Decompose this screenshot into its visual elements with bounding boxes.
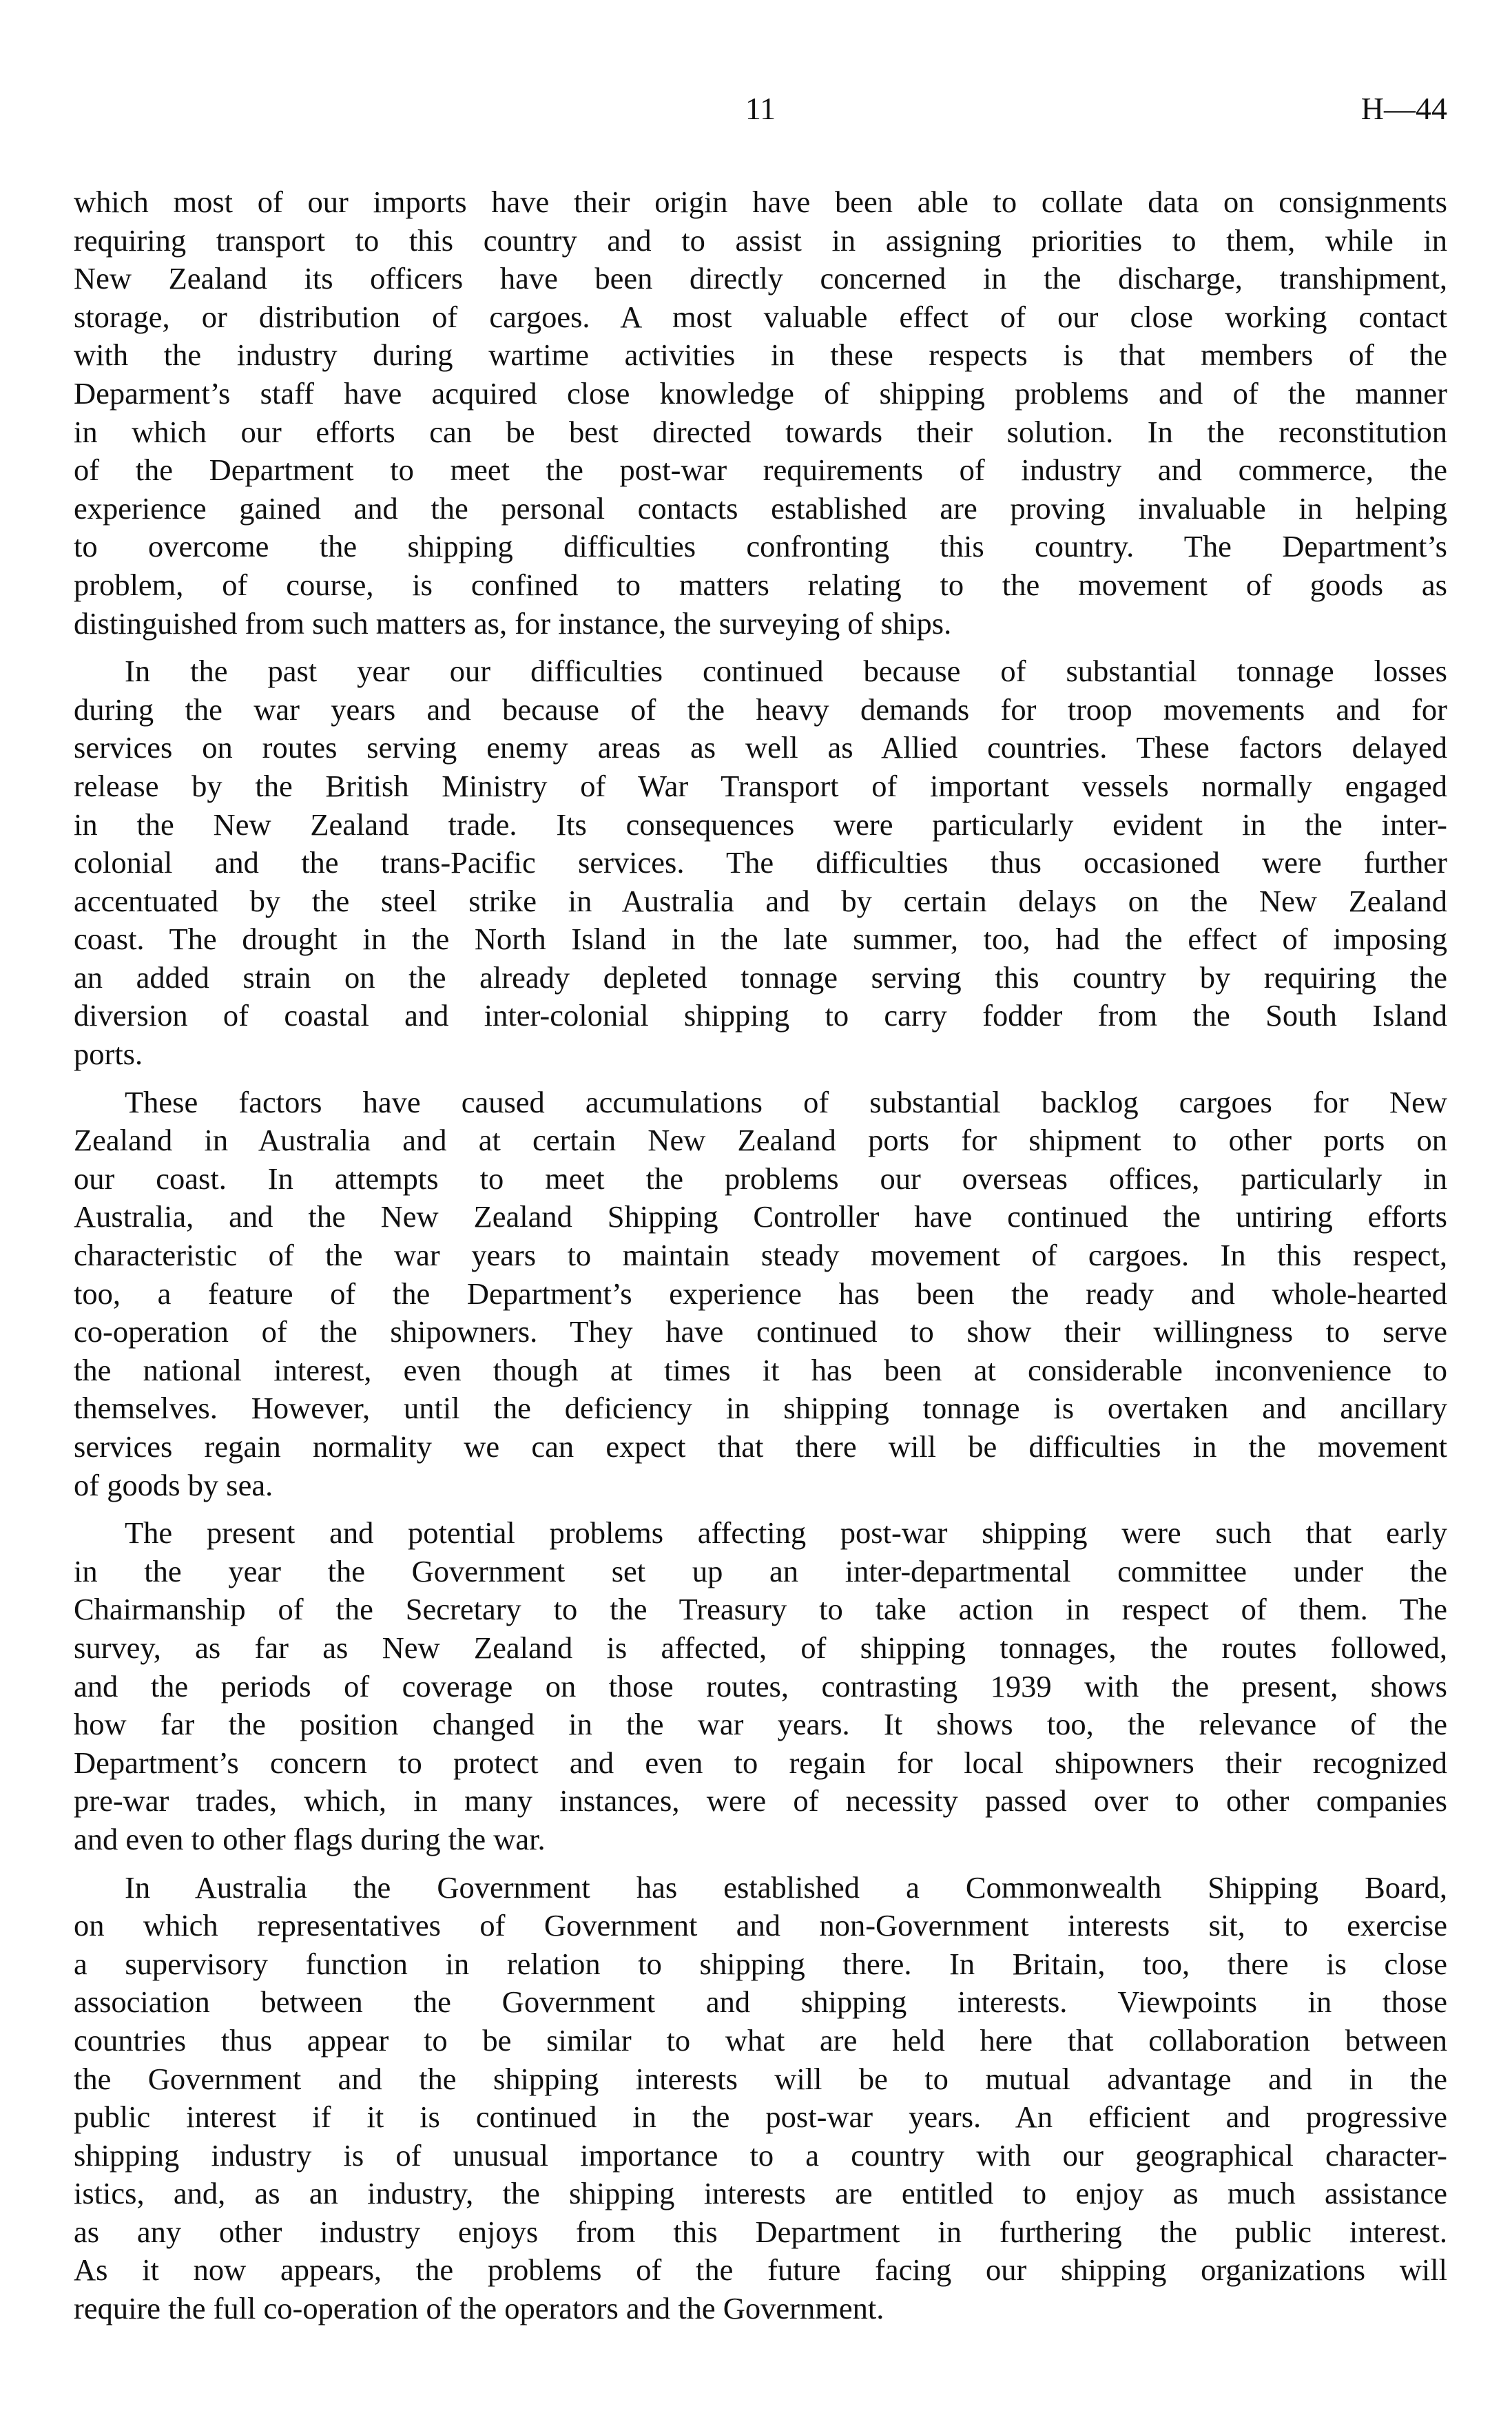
text-line: storage, or distribution of cargoes. A most valuable effect of our close working contact [74, 299, 1447, 334]
text-line: themselves. However, until the deficiency in shipping tonnage is overtaken and ancillary [74, 1391, 1447, 1426]
text-line: survey, as far as New Zealand is affected, of shipping tonnages, the routes followed, [74, 1630, 1447, 1665]
text-line: of the Department to meet the post-war requirements of industry and commerce, the [74, 453, 1447, 488]
text-line: As it now appears, the problems of the future facing our shipping organizations will [74, 2252, 1447, 2288]
body-text [74, 183, 1447, 2338]
text-line: diversion of coastal and inter-colonial shipping to carry fodder from the South Island [74, 998, 1447, 1033]
text-line: colonial and the trans-Pacific services. The difficulties thus occasioned were further [74, 845, 1447, 880]
text-line: istics, and, as an industry, the shipping interests are entitled to enjoy as much assistance [74, 2176, 1447, 2211]
text-line: ports. [74, 1037, 143, 1072]
paragraph [74, 1084, 1447, 1505]
text-line: Department’s concern to protect and even to regain for local shipowners their recognized [74, 1745, 1447, 1780]
text-line: Chairmanship of the Secretary to the Treasury to take action in respect of them. The [74, 1592, 1447, 1627]
text-line: require the full co-operation of the operators and the Government. [74, 2291, 884, 2326]
text-line: Deparment’s staff have acquired close knowledge of shipping problems and of the manner [74, 375, 1447, 411]
paragraph [74, 1514, 1447, 1858]
text-line: with the industry during wartime activities in these respects is that members of the [74, 338, 1447, 373]
text-line: co-operation of the shipowners. They have continued to show their willingness to serve [74, 1314, 1447, 1349]
text-line: which most of our imports have their origin have been able to collate data on consignments [74, 185, 1447, 219]
paragraph [74, 652, 1447, 1074]
text-line: experience gained and the personal contacts established are proving invaluable in helping [74, 490, 1447, 526]
document-code: H—44 [1360, 91, 1447, 126]
text-line: accentuated by the steel strike in Australia and by certain delays on the New Zealand [74, 883, 1447, 918]
text-line: coast. The drought in the North Island in the late summer, too, had the effect of imposing [74, 922, 1447, 957]
text-line: as any other industry enjoys from this Department in furthering the public interest. [74, 2214, 1447, 2249]
text-line: characteristic of the war years to maintain steady movement of cargoes. In this respect, [74, 1238, 1447, 1273]
text-line: services on routes serving enemy areas as well as Allied countries. These factors delayed [74, 730, 1447, 765]
text-line: the national interest, even though at times it has been at considerable inconvenience to [74, 1352, 1447, 1387]
text-line: how far the position changed in the war years. It shows too, the relevance of the [74, 1707, 1447, 1742]
text-line: an added strain on the already depleted tonnage serving this country by requiring the [74, 960, 1447, 995]
text-line: Zealand in Australia and at certain New Zealand ports for shipment to other ports on [74, 1123, 1447, 1158]
paragraph [74, 1869, 1447, 2328]
text-line: problem, of course, is confined to matters relating to the movement of goods as [74, 567, 1447, 602]
text-line: to overcome the shipping difficulties confronting this country. The Department’s [74, 529, 1447, 564]
text-line: requiring transport to this country and to assist in assigning priorities to them, while in [74, 222, 1447, 258]
text-line: and even to other flags during the war. [74, 1821, 546, 1856]
text-line: services regain normality we can expect that there will be difficulties in the movement [74, 1429, 1447, 1464]
text-line: the Government and the shipping interests will be to mutual advantage and in the [74, 2061, 1447, 2096]
text-line: association between the Government and shipping interests. Viewpoints in those [74, 1985, 1447, 2020]
text-line: too, a feature of the Department’s experience has been the ready and whole-hearted [74, 1276, 1447, 1311]
text-line: public interest if it is continued in the post-war years. An efficient and progressive [74, 2100, 1447, 2135]
text-line: shipping industry is of unusual importance to a country with our geographical character- [74, 2137, 1447, 2173]
text-line: These factors have caused accumulations of substantial backlog cargoes for New [125, 1084, 1447, 1119]
text-line: The present and potential problems affecting post-war shipping were such that early [125, 1515, 1447, 1551]
text-line: New Zealand its officers have been directly concerned in the discharge, transhipment, [74, 261, 1447, 296]
text-line: in the year the Government set up an inter-departmental committee under the [74, 1553, 1447, 1588]
text-line: during the war years and because of the heavy demands for troop movements and for [74, 692, 1447, 727]
paragraph [74, 183, 1447, 643]
text-line: pre-war trades, which, in many instances, were of necessity passed over to other companies [74, 1783, 1447, 1819]
page-number: 11 [745, 91, 776, 126]
text-line: our coast. In attempts to meet the problems our overseas offices, particularly in [74, 1161, 1447, 1196]
page-header [74, 88, 1447, 129]
text-line: Australia, and the New Zealand Shipping Controller have continued the untiring efforts [74, 1199, 1447, 1234]
text-line: of goods by sea. [74, 1467, 273, 1502]
text-line: on which representatives of Government and non-Government interests sit, to exercise [74, 1908, 1447, 1943]
text-line: in which our efforts can be best directed towards their solution. In the reconstitution [74, 414, 1447, 449]
text-line: distinguished from such matters as, for instance, the surveying of ships. [74, 605, 952, 641]
text-line: In the past year our difficulties continued because of substantial tonnage losses [125, 654, 1447, 689]
text-line: a supervisory function in relation to shipping there. In Britain, too, there is close [74, 1946, 1447, 1981]
text-line: countries thus appear to be similar to what are held here that collaboration between [74, 2022, 1447, 2058]
text-line: and the periods of coverage on those routes, contrasting 1939 with the present, shows [74, 1668, 1447, 1703]
text-line: release by the British Ministry of War Transport of important vessels normally engaged [74, 768, 1447, 803]
text-line: In Australia the Government has established a Commonwealth Shipping Board, [125, 1869, 1447, 1905]
text-line: in the New Zealand trade. Its consequences were particularly evident in the inter- [74, 807, 1447, 842]
